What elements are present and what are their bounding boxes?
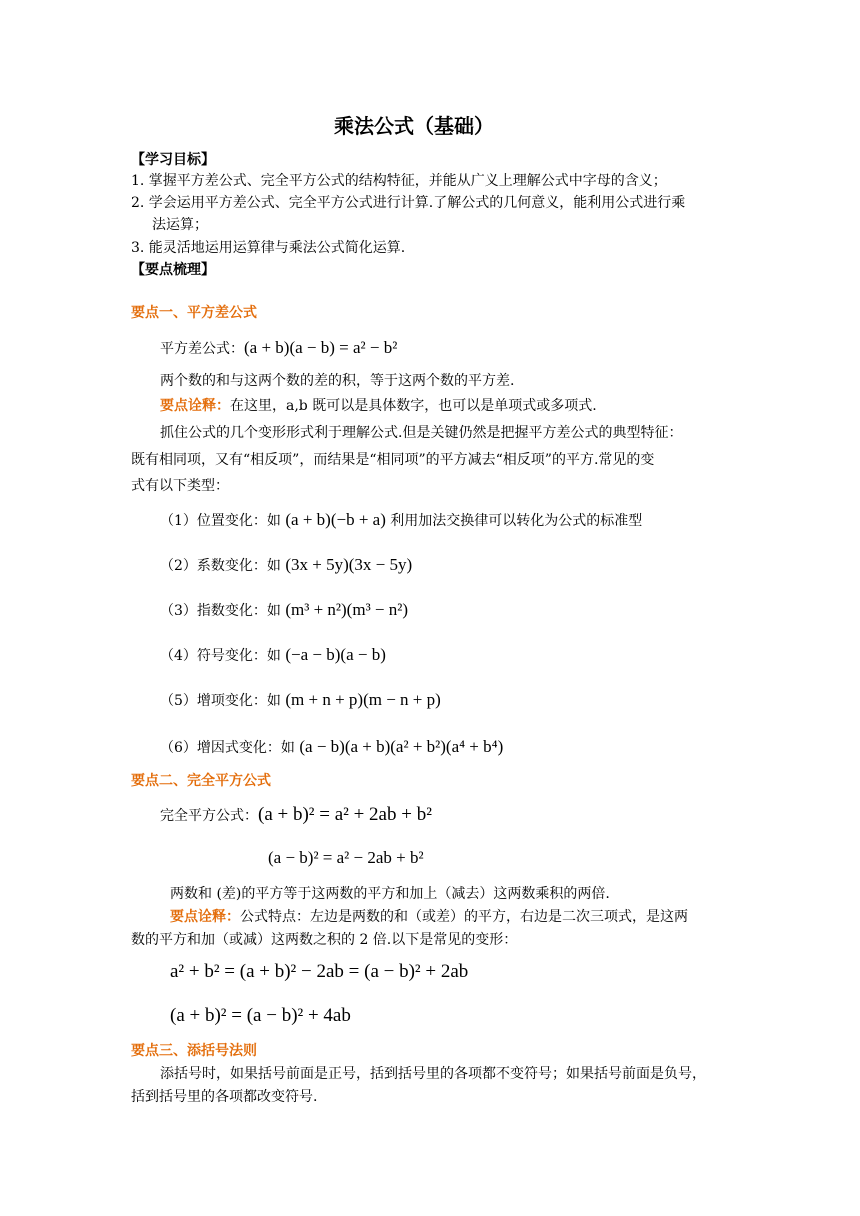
variant-item — [160, 737, 503, 758]
point1-heading: 要点一、平方差公式 — [131, 305, 257, 321]
point2-statement: 两数和 (差)的平方等于这两数的平方和加上（减去）这两数乘积的两倍. — [170, 886, 610, 902]
variant-label: （2）系数变化：如 — [160, 558, 286, 574]
point1-formula — [160, 338, 397, 359]
variant-expression: (3x + 5y)(3x − 5y) — [285, 555, 413, 574]
variant-item — [160, 510, 642, 531]
point2-formula-1 — [160, 805, 432, 826]
variant-expression: (m + n + p)(m − n + p) — [285, 690, 441, 709]
point2-note-line-2: 数的平方和加（或减）这两数之积的 2 倍.以下是常见的变形： — [131, 932, 518, 948]
point1-statement: 两个数的和与这两个数的差的积，等于这两个数的平方差. — [160, 373, 515, 389]
note-label: 要点诠释： — [170, 909, 240, 925]
variant-item — [160, 645, 386, 666]
goal-item-1: 1. 掌握平方差公式、完全平方公式的结构特征，并能从广义上理解公式中字母的含义； — [131, 173, 667, 189]
square-sum-identity: a² + b² = (a + b)² − 2ab = (a − b)² + 2ab — [170, 961, 469, 982]
difference-of-squares-formula: (a + b)(a − b) = a² − b² — [244, 338, 398, 357]
variant-expression: (a − b)(a + b)(a² + b²)(a⁴ + b⁴) — [299, 737, 504, 756]
point1-paragraph-line-3: 式有以下类型： — [131, 478, 229, 494]
point1-note — [160, 396, 597, 416]
variant-label: （5）增项变化：如 — [160, 693, 286, 709]
variant-label: （1）位置变化：如 — [160, 513, 286, 529]
page-title: 乘法公式（基础） — [334, 114, 494, 138]
variant-label: （6）增因式变化：如 — [160, 740, 300, 756]
point2-note — [170, 907, 688, 927]
variant-item — [160, 690, 441, 711]
point2-formula-2 — [268, 848, 424, 869]
point3-heading: 要点三、添括号法则 — [131, 1043, 257, 1059]
point2-formula-label: 完全平方公式： — [160, 808, 258, 824]
square-relation-identity: (a + b)² = (a − b)² + 4ab — [170, 1005, 351, 1026]
point3-rule-line-2: 括到括号里的各项都改变符号. — [131, 1089, 318, 1105]
point2-variant-2 — [170, 1006, 351, 1027]
note-text: 在这里，a,b 既可以是具体数字，也可以是单项式或多项式. — [230, 398, 597, 414]
variant-label: （4）符号变化：如 — [160, 648, 286, 664]
note-label: 要点诠释： — [160, 398, 230, 414]
variant-item — [160, 555, 412, 576]
note-text: 公式特点：左边是两数的和（或差）的平方，右边是二次三项式，是这两 — [240, 909, 688, 925]
goal-item-2: 2. 学会运用平方差公式、完全平方公式进行计算.了解公式的几何意义，能利用公式进行乘 — [131, 195, 686, 211]
variant-label: （3）指数变化：如 — [160, 603, 286, 619]
variant-expression: (−a − b)(a − b) — [285, 645, 386, 664]
perfect-square-difference-formula: (a − b)² = a² − 2ab + b² — [268, 848, 424, 867]
variant-item — [160, 600, 408, 621]
learning-goals-heading: 【学习目标】 — [131, 152, 215, 168]
key-points-heading: 【要点梳理】 — [131, 262, 215, 278]
point1-paragraph-line-1: 抓住公式的几个变形形式利于理解公式.但是关键仍然是把握平方差公式的典型特征： — [160, 425, 683, 441]
variant-suffix: 利用加法交换律可以转化为公式的标准型 — [385, 513, 643, 529]
point2-variant-1 — [170, 962, 468, 983]
point1-paragraph-line-2: 既有相同项，又有“相反项”，而结果是“相同项”的平方减去“相反项”的平方.常见的变 — [131, 452, 655, 468]
point1-formula-label: 平方差公式： — [160, 341, 244, 357]
point2-heading: 要点二、完全平方公式 — [131, 773, 271, 789]
variant-expression: (m³ + n²)(m³ − n²) — [285, 600, 409, 619]
perfect-square-sum-formula: (a + b)² = a² + 2ab + b² — [258, 804, 432, 825]
goal-item-2-cont: 法运算； — [152, 217, 208, 233]
point3-rule-line-1: 添括号时，如果括号前面是正号，括到括号里的各项都不变符号；如果括号前面是负号， — [160, 1066, 706, 1082]
variant-expression: (a + b)(−b + a) — [285, 510, 386, 529]
goal-item-3: 3. 能灵活地运用运算律与乘法公式简化运算. — [131, 240, 406, 256]
